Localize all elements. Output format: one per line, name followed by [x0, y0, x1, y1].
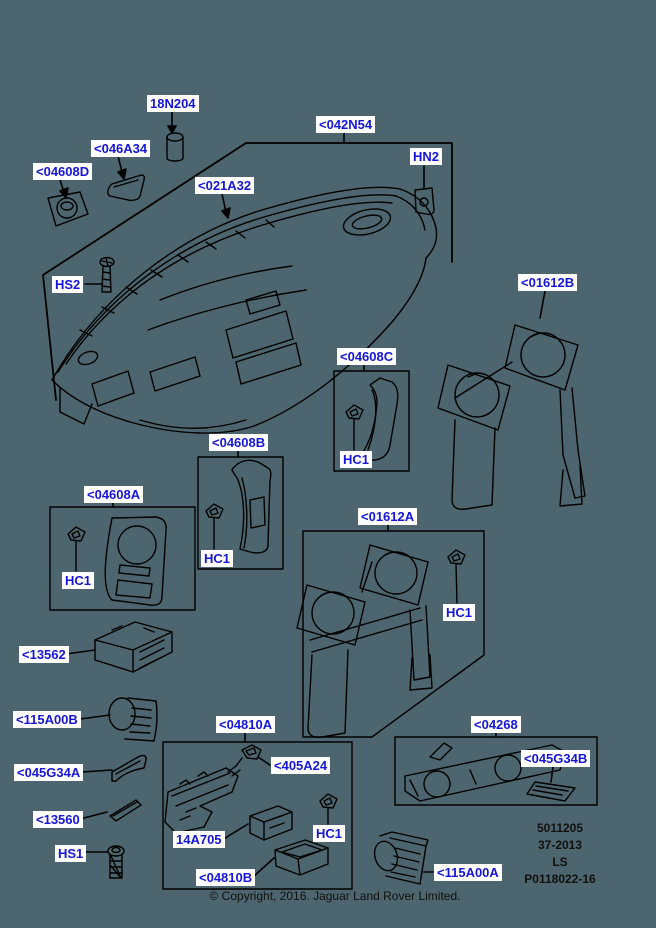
part-label-HN2[interactable]: HN2: [410, 148, 442, 165]
part-label-01612A[interactable]: <01612A: [358, 508, 417, 525]
part-045G34A-strip-drawing: [112, 756, 146, 781]
part-label-HS1[interactable]: HS1: [55, 845, 86, 862]
part-01612B-console-trim-drawing: [438, 325, 585, 509]
part-label-14A705[interactable]: 14A705: [173, 831, 225, 848]
part-HS1-screw-drawing: [108, 846, 124, 878]
sheet-info: [512, 820, 608, 888]
part-04608D-grommet-drawing: [48, 192, 88, 226]
part-046A34-pad-drawing: [108, 175, 145, 200]
part-13560-strip-drawing: [110, 800, 141, 821]
part-label-HC1-01612A[interactable]: HC1: [443, 604, 475, 621]
copyright-notice: © Copyright, 2016. Jaguar Land Rover Limited.: [209, 889, 461, 903]
part-label-04608A[interactable]: <04608A: [84, 486, 143, 503]
part-label-01612B[interactable]: <01612B: [518, 274, 577, 291]
variant-code: LS: [552, 855, 568, 869]
part-405A24-clip-drawing: [228, 745, 261, 776]
clip-icon: [68, 527, 85, 571]
part-label-HC1-04608B[interactable]: HC1: [201, 550, 233, 567]
part-04608B-trim-drawing: [232, 460, 271, 553]
part-04608C-trim-drawing: [360, 378, 398, 460]
part-HS2-screw-drawing: [100, 258, 114, 293]
part-label-04608B[interactable]: <04608B: [209, 434, 268, 451]
part-18N204-damper-drawing: [167, 133, 183, 161]
part-HN2-nut-drawing: [415, 188, 434, 214]
part-label-04810A[interactable]: <04810A: [216, 716, 275, 733]
part-115A00A-vent-drawing: [371, 832, 428, 884]
instrument-panel-drawing: [52, 187, 437, 433]
callout-box-04608A: [50, 507, 195, 610]
part-04608A-vent-panel-drawing: [105, 517, 166, 605]
section-code: 37-2013: [537, 838, 583, 852]
part-label-13562[interactable]: <13562: [19, 646, 69, 663]
part-04810B-cubby-drawing: [275, 840, 328, 875]
part-glovebox-rail-drawing: [165, 768, 238, 833]
clip-icon: [206, 504, 223, 549]
part-label-04608C[interactable]: <04608C: [337, 348, 396, 365]
part-label-HS2[interactable]: HS2: [52, 276, 83, 293]
part-14A705-connector-drawing: [250, 806, 292, 840]
part-label-04810B[interactable]: <04810B: [196, 869, 255, 886]
part-label-13560[interactable]: <13560: [33, 811, 83, 828]
part-label-045G34B[interactable]: <045G34B: [521, 750, 590, 767]
plate-number: P0118022-16: [524, 872, 596, 886]
part-045G34B-plate-drawing: [527, 782, 575, 801]
part-label-405A24[interactable]: <405A24: [271, 757, 330, 774]
part-label-046A34[interactable]: <046A34: [91, 140, 150, 157]
part-label-HC1-04608C[interactable]: HC1: [340, 451, 372, 468]
part-label-042N54[interactable]: <042N54: [316, 116, 375, 133]
part-label-045G34A[interactable]: <045G34A: [14, 764, 83, 781]
clip-icon: [346, 405, 363, 450]
sheet-number: 5011205: [536, 821, 584, 835]
clip-icon: [448, 550, 465, 603]
part-label-115A00A[interactable]: <115A00A: [434, 864, 502, 881]
part-label-HC1-04608A[interactable]: HC1: [62, 572, 94, 589]
part-label-115A00B[interactable]: <115A00B: [13, 711, 81, 728]
part-label-04268[interactable]: <04268: [471, 716, 521, 733]
part-115A00B-vent-drawing: [109, 698, 157, 741]
part-label-021A32[interactable]: <021A32: [195, 177, 254, 194]
part-label-HC1-04810A[interactable]: HC1: [313, 825, 345, 842]
part-label-04608D[interactable]: <04608D: [33, 163, 92, 180]
part-13562-module-drawing: [95, 622, 172, 672]
part-label-18N204[interactable]: 18N204: [147, 95, 199, 112]
clip-icon: [320, 794, 337, 824]
